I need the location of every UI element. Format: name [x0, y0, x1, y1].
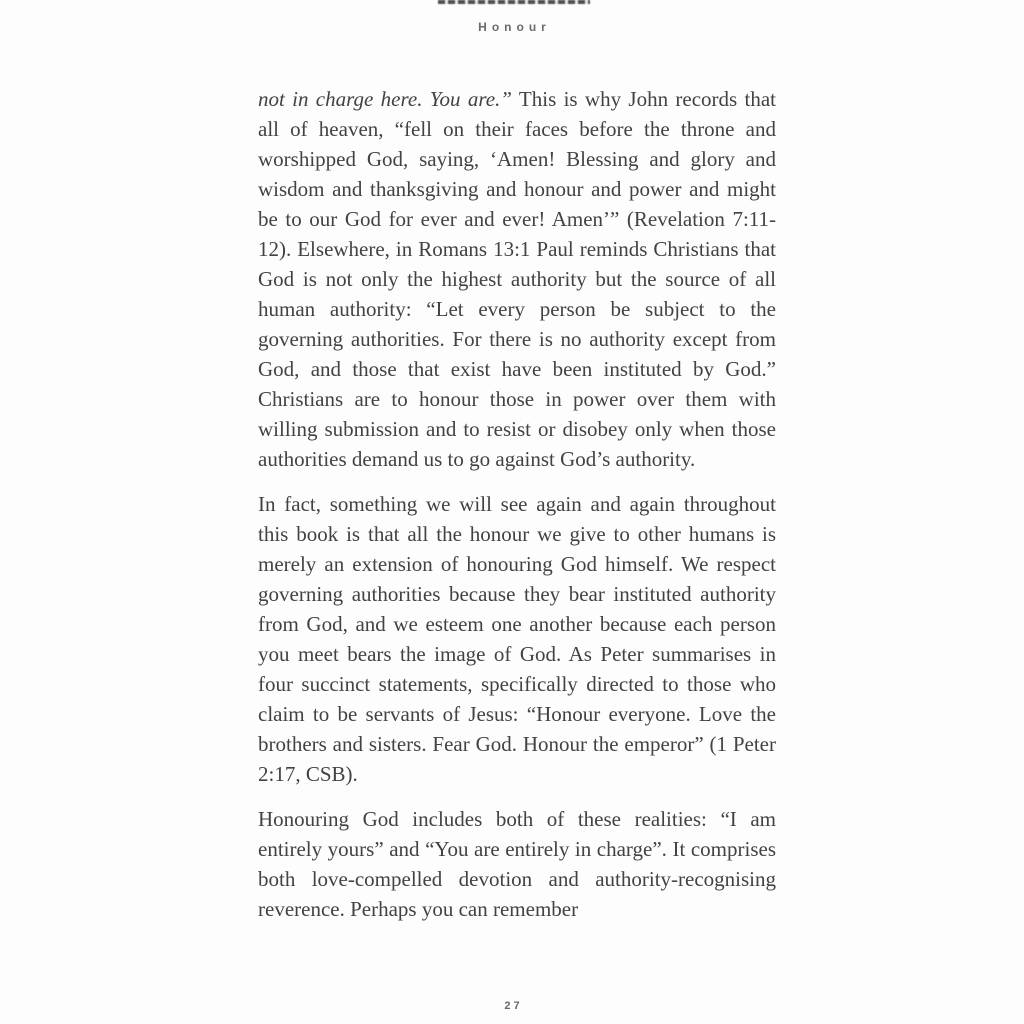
paragraph-1-body: This is why John records that all of heaven, “fell on their faces before the throne and worshipped God, saying, ‘Amen! Blessing and glory and wisdom and thanksgiving and honour and power and might be to our God for ever and ever! Amen’” (Revelation 7:11-12). Elsewhere, in Romans 13:1 Paul reminds Christians that God is not only the highest authority but the source of all human authority: “Let every person be subject to the governing authorities. For there is no authority except from God, and those that exist have been instituted by God.” Christians are to honour those in power over them with willing submission and to resist or disobey only when those authorities demand us to go against God’s authority. [258, 87, 776, 471]
text-column [258, 84, 776, 939]
paragraph-1-italic-lead: not in charge here. You are.” [258, 87, 512, 111]
page-number: 27 [504, 1000, 523, 1012]
paragraph-2: In fact, something we will see again and again throughout this book is that all the honour we give to other humans is merely an extension of honouring God himself. We respect governing authorities because they bear instituted authority from God, and we esteem one another because each person you meet bears the image of God. As Peter summarises in four succinct statements, specifically directed to those who claim to be servants of Jesus: “Honour everyone. Love the brothers and sisters. Fear God. Honour the emperor” (1 Peter 2:17, CSB). [258, 492, 776, 786]
cutoff-chapter-title-remnant [438, 0, 590, 4]
paragraph-3: Honouring God includes both of these realities: “I am entirely yours” and “You are entirely in charge”. It comprises both love-compelled devotion and authority-recognising reverence. Perhaps you can remember [258, 807, 776, 921]
running-header: Honour [478, 20, 551, 34]
paragraph-1 [258, 84, 776, 474]
